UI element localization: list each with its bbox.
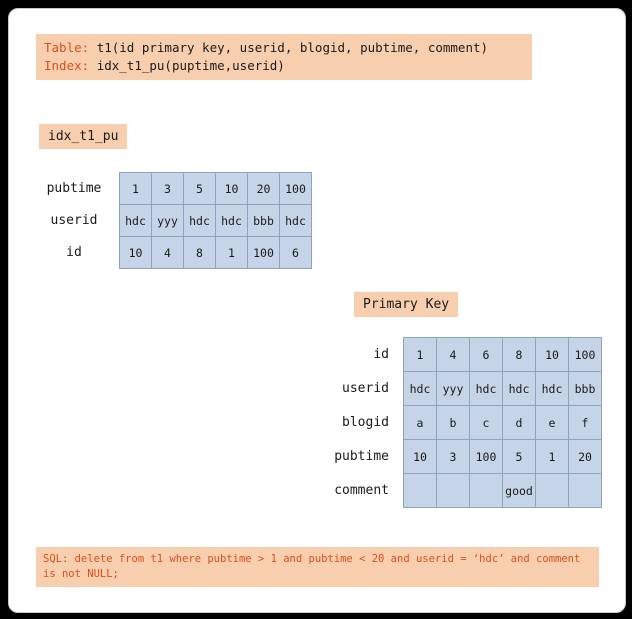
cell — [569, 474, 602, 508]
cell: bbb — [248, 205, 280, 237]
cell: 5 — [503, 440, 536, 474]
cell: c — [470, 406, 503, 440]
cell: 100 — [280, 173, 312, 205]
cell — [536, 474, 569, 508]
index-name-badge: idx_t1_pu — [39, 124, 127, 149]
index-definition-line — [44, 57, 524, 75]
cell: 5 — [184, 173, 216, 205]
cell: 8 — [503, 338, 536, 372]
cell: yyy — [437, 372, 470, 406]
row-header-pubtime: pubtime — [334, 449, 389, 464]
index-label: Index: — [44, 58, 90, 73]
table-row — [41, 205, 312, 237]
cell: 20 — [569, 440, 602, 474]
cell — [404, 474, 437, 508]
table-row — [297, 338, 602, 372]
cell: 1 — [120, 173, 152, 205]
table-row — [41, 237, 312, 269]
cell: hdc — [503, 372, 536, 406]
diagram-canvas — [8, 8, 626, 613]
table-row — [297, 474, 602, 508]
cell: hdc — [216, 205, 248, 237]
table-row — [41, 173, 312, 205]
primary-key-badge: Primary Key — [354, 292, 458, 317]
cell: 100 — [248, 237, 280, 269]
cell: d — [503, 406, 536, 440]
cell: 1 — [536, 440, 569, 474]
cell: 100 — [569, 338, 602, 372]
cell: 6 — [280, 237, 312, 269]
table-definition-line — [44, 39, 524, 57]
cell: 1 — [404, 338, 437, 372]
row-header-userid: userid — [50, 213, 98, 228]
cell: 10 — [120, 237, 152, 269]
primary-key-table — [297, 337, 602, 508]
cell: hdc — [536, 372, 569, 406]
cell: 6 — [470, 338, 503, 372]
table-row — [297, 440, 602, 474]
cell: 10 — [216, 173, 248, 205]
cell: f — [569, 406, 602, 440]
cell: 8 — [184, 237, 216, 269]
cell: 10 — [536, 338, 569, 372]
index-definition: idx_t1_pu(puptime,userid) — [96, 58, 285, 73]
cell: 4 — [437, 338, 470, 372]
row-header-comment: comment — [334, 483, 389, 498]
row-header-userid: userid — [342, 381, 389, 396]
cell: hdc — [470, 372, 503, 406]
table-label: Table: — [44, 40, 90, 55]
cell: hdc — [404, 372, 437, 406]
cell: 3 — [152, 173, 184, 205]
table-row — [297, 406, 602, 440]
cell — [470, 474, 503, 508]
cell: e — [536, 406, 569, 440]
cell: 10 — [404, 440, 437, 474]
row-header-id: id — [373, 347, 389, 362]
cell: 4 — [152, 237, 184, 269]
cell: 3 — [437, 440, 470, 474]
sql-statement: SQL: delete from t1 where pubtime > 1 and pubtime < 20 and userid = ‘hdc’ and comment is not NULL; — [36, 547, 599, 587]
cell: 100 — [470, 440, 503, 474]
cell: yyy — [152, 205, 184, 237]
table-row — [297, 372, 602, 406]
cell: bbb — [569, 372, 602, 406]
table-definition: t1(id primary key, userid, blogid, pubtime, comment) — [96, 40, 489, 55]
cell: b — [437, 406, 470, 440]
row-header-blogid: blogid — [342, 415, 389, 430]
cell: 20 — [248, 173, 280, 205]
cell: hdc — [184, 205, 216, 237]
schema-banner — [36, 34, 532, 80]
row-header-pubtime: pubtime — [46, 181, 102, 196]
cell: good — [503, 474, 536, 508]
cell: hdc — [120, 205, 152, 237]
cell: 1 — [216, 237, 248, 269]
row-header-id: id — [66, 245, 82, 260]
cell — [437, 474, 470, 508]
index-table — [41, 172, 312, 269]
cell: hdc — [280, 205, 312, 237]
cell: a — [404, 406, 437, 440]
